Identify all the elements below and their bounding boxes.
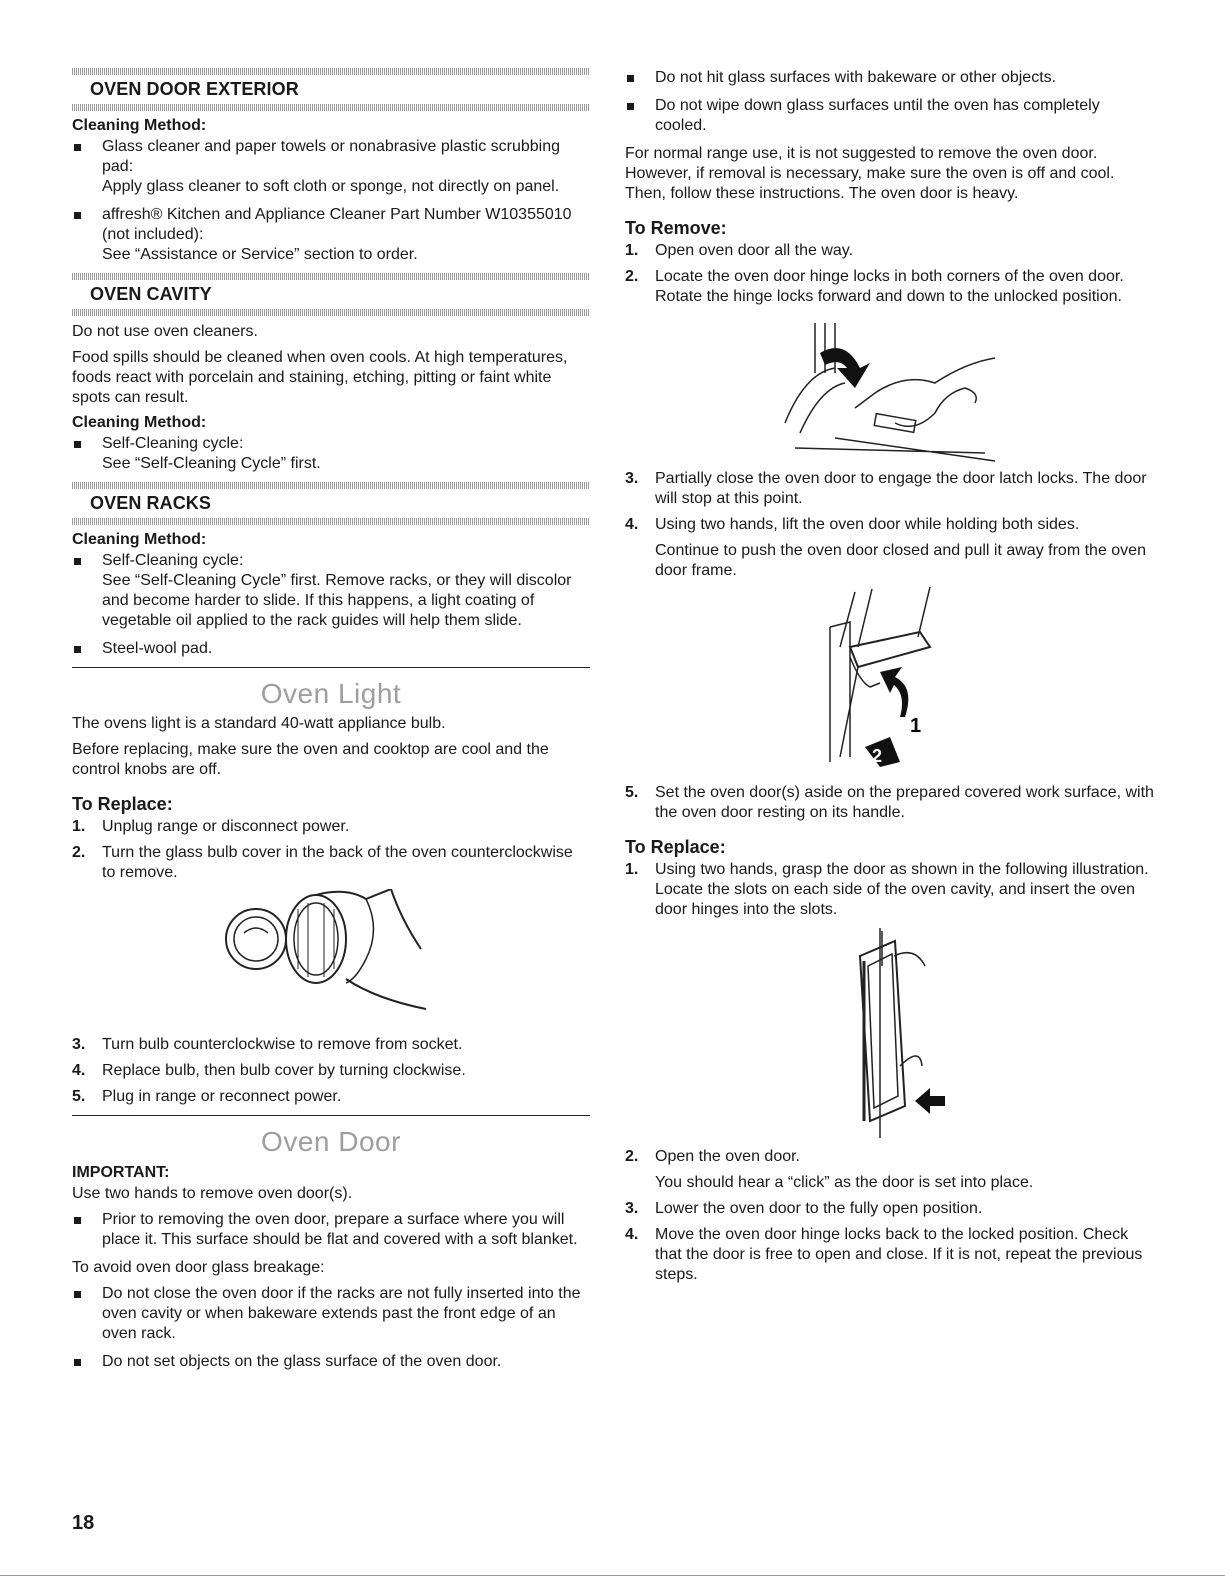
step-text: Using two hands, lift the oven door while holding both sides. (655, 516, 1080, 533)
important-label: IMPORTANT: (72, 1164, 170, 1181)
step-number: 5. (72, 1088, 86, 1105)
list-item (625, 469, 1155, 509)
list-item (72, 817, 590, 837)
hatch-rule (72, 273, 590, 280)
bullet-item: Do not set objects on the glass surface of the oven door. (72, 1352, 590, 1372)
bullet-item (72, 551, 590, 631)
bullet-item: Do not hit glass surfaces with bakeware or other objects. (625, 68, 1155, 88)
bullet-item: Do not wipe down glass surfaces until the oven has completely cooled. (625, 96, 1155, 136)
step-text: Unplug range or disconnect power. (102, 818, 350, 835)
list-item (625, 783, 1155, 823)
step-text: Locate the oven door hinge locks in both corners of the oven door. Rotate the hinge locks forward and down to the unlocked position. (655, 268, 1124, 305)
step-number: 5. (625, 784, 639, 801)
paragraph: Food spills should be cleaned when oven cools. At high temperatures, foods react with porcelain and staining, etching, pitting or faint white spots can result. (72, 349, 568, 406)
step-number: 3. (625, 470, 639, 487)
section-header-oven-cavity (72, 273, 590, 316)
list-item (72, 1087, 590, 1107)
step-text: Move the oven door hinge locks back to the locked position. Check that the door is free to open and close. If it is not, repeat the previous steps. (655, 1226, 1143, 1283)
list-item (625, 1199, 1155, 1219)
figure-label-1: 1 (910, 715, 922, 737)
paragraph: To avoid oven door glass breakage: (72, 1259, 325, 1276)
section-title: OVEN CAVITY (90, 284, 212, 304)
bullet-list (72, 1210, 590, 1250)
figure-label-2: 2 (872, 746, 883, 766)
step-number: 1. (625, 861, 639, 878)
cleaning-method-label: Cleaning Method: (72, 117, 207, 134)
step-text: Open the oven door. (655, 1148, 800, 1165)
step-text: Set the oven door(s) aside on the prepared covered work surface, with the oven door resting on its handle. (655, 784, 1154, 821)
subheading-to-replace: To Replace: (625, 837, 726, 857)
step-number: 2. (625, 1148, 639, 1165)
list-item (625, 241, 1155, 261)
paragraph: Use two hands to remove oven door(s). (72, 1185, 353, 1202)
bullet-item: Steel-wool pad. (72, 639, 590, 659)
hatch-rule (72, 68, 590, 75)
bullet-text: Self-Cleaning cycle: (102, 552, 244, 569)
step-text: Turn bulb counterclockwise to remove from socket. (102, 1036, 463, 1053)
step-continuation: Continue to push the oven door closed and pull it away from the oven door frame. (655, 542, 1146, 579)
hatch-rule (72, 104, 590, 111)
bullet-text: affresh® Kitchen and Appliance Cleaner Part Number W10355010 (not included): (102, 206, 572, 243)
step-number: 1. (625, 242, 639, 259)
page-number: 18 (72, 1512, 95, 1534)
bullet-list (72, 137, 590, 265)
list-item (625, 267, 1155, 307)
list-item (72, 1035, 590, 1055)
numbered-list (625, 1199, 1155, 1285)
door-removal-illustration (810, 587, 970, 777)
list-item (625, 1225, 1155, 1285)
bullet-text: Self-Cleaning cycle: (102, 435, 244, 452)
step-text: Replace bulb, then bulb cover by turning clockwise. (102, 1062, 466, 1079)
hatch-rule (72, 518, 590, 525)
bullet-subtext: See “Self-Cleaning Cycle” first. (102, 455, 321, 472)
bullet-subtext: Apply glass cleaner to soft cloth or sponge, not directly on panel. (102, 178, 560, 195)
list-item (625, 1147, 1155, 1167)
numbered-list (625, 783, 1155, 823)
step-number: 2. (625, 268, 639, 285)
step-text: Using two hands, grasp the door as shown in the following illustration. Locate the slots on each side of the oven cavity, and insert the oven door hinges into the slots. (655, 861, 1149, 918)
numbered-list (72, 1035, 590, 1107)
hatch-rule (72, 482, 590, 489)
list-item (625, 515, 1155, 535)
bullet-item (72, 205, 590, 265)
hatch-rule (72, 309, 590, 316)
left-column (72, 68, 590, 1380)
list-item (72, 1061, 590, 1081)
section-title: OVEN DOOR EXTERIOR (90, 79, 299, 99)
section-header-oven-racks (72, 482, 590, 525)
subheading-to-replace: To Replace: (72, 794, 173, 814)
bottom-rule (0, 1575, 1225, 1576)
step-text: Turn the glass bulb cover in the back of the oven counterclockwise to remove. (102, 844, 573, 881)
bullet-item: Prior to removing the oven door, prepare a surface where you will place it. This surface should be flat and covered with a soft blanket. (72, 1210, 590, 1250)
step-text: Lower the oven door to the fully open position. (655, 1200, 983, 1217)
subheading-to-remove: To Remove: (625, 218, 727, 238)
step-text: Open oven door all the way. (655, 242, 854, 259)
list-item (72, 843, 590, 883)
cleaning-method-label: Cleaning Method: (72, 531, 207, 548)
step-number: 4. (625, 516, 639, 533)
step-text: Plug in range or reconnect power. (102, 1088, 342, 1105)
bullet-list (72, 1284, 590, 1372)
step-text: Partially close the oven door to engage the door latch locks. The door will stop at this point. (655, 470, 1147, 507)
bullet-item (72, 434, 590, 474)
list-item (625, 860, 1155, 920)
bulb-cover-illustration (216, 889, 446, 1029)
bullet-item: Do not close the oven door if the racks are not fully inserted into the oven cavity or when bakeware extends past the front edge of an oven rack. (72, 1284, 590, 1344)
numbered-list (625, 469, 1155, 535)
cleaning-method-label: Cleaning Method: (72, 414, 207, 431)
numbered-list (625, 1147, 1155, 1167)
bullet-subtext: See “Assistance or Service” section to order. (102, 246, 418, 263)
paragraph: Before replacing, make sure the oven and cooktop are cool and the control knobs are off. (72, 741, 549, 778)
right-column (625, 68, 1155, 1291)
section-header-oven-door-exterior (72, 68, 590, 111)
hinge-lock-illustration (775, 313, 1005, 463)
step-number: 1. (72, 818, 86, 835)
paragraph: Do not use oven cleaners. (72, 323, 258, 340)
door-replacement-illustration (830, 926, 950, 1141)
bullet-list (72, 551, 590, 659)
bullet-list (625, 68, 1155, 136)
paragraph: The ovens light is a standard 40-watt appliance bulb. (72, 715, 446, 732)
bullet-subtext: See “Self-Cleaning Cycle” first. Remove racks, or they will discolor and become harder to slide. If this happens, a light coating of vegetable oil applied to the rack guides will help them slide. (102, 572, 572, 629)
bullet-list (72, 434, 590, 474)
step-number: 4. (72, 1062, 86, 1079)
step-continuation: You should hear a “click” as the door is set into place. (655, 1174, 1034, 1191)
numbered-list (625, 860, 1155, 920)
bullet-item (72, 137, 590, 197)
paragraph: For normal range use, it is not suggested to remove the oven door. However, if removal is necessary, make sure the oven is off and cool. Then, follow these instructions. The oven door is heavy. (625, 145, 1115, 202)
step-number: 3. (72, 1036, 86, 1053)
section-title: OVEN RACKS (90, 493, 212, 513)
numbered-list (72, 817, 590, 883)
bullet-text: Glass cleaner and paper towels or nonabrasive plastic scrubbing pad: (102, 138, 561, 175)
step-number: 2. (72, 844, 86, 861)
section-heading-oven-light: Oven Light (72, 667, 590, 710)
section-heading-oven-door: Oven Door (72, 1115, 590, 1158)
step-number: 3. (625, 1200, 639, 1217)
numbered-list (625, 241, 1155, 307)
step-number: 4. (625, 1226, 639, 1243)
